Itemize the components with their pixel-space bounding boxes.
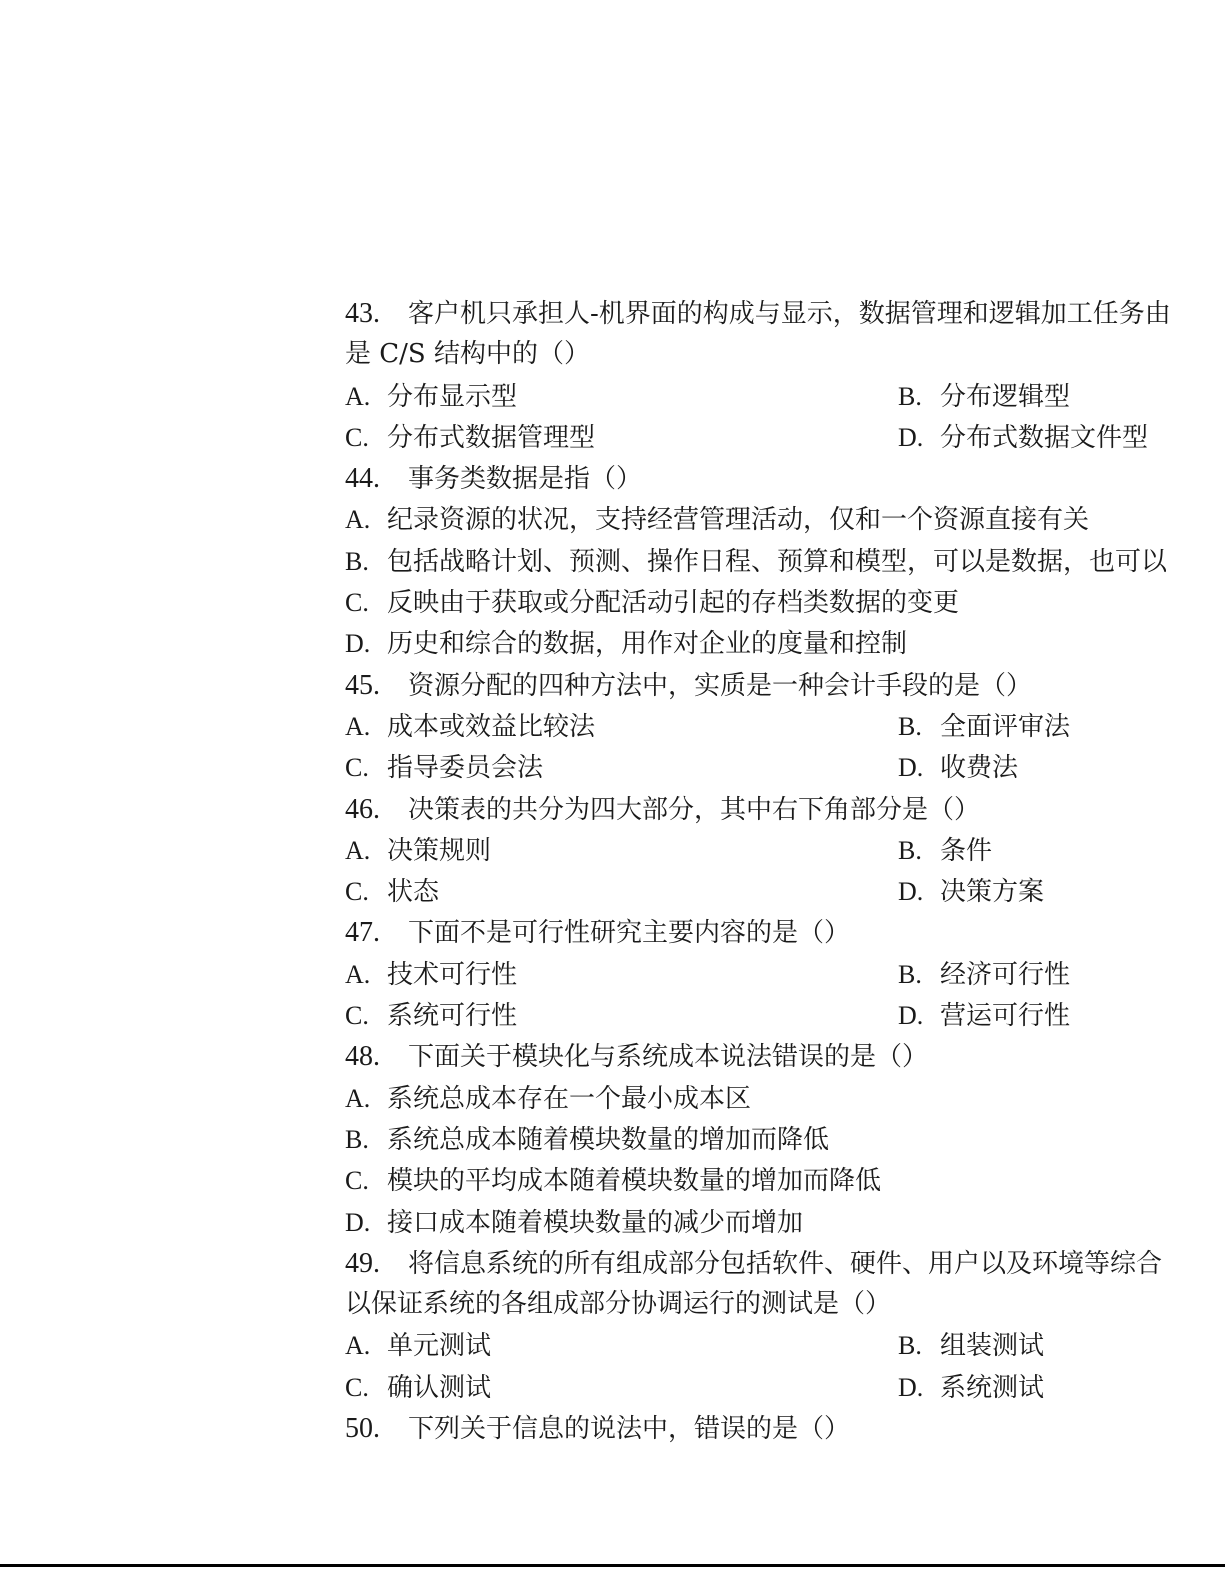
option-letter: A. — [345, 835, 371, 865]
option-row — [345, 830, 1225, 871]
option-row — [345, 376, 1225, 417]
option — [345, 877, 439, 907]
question-block — [345, 293, 1225, 458]
option-text: 包括战略计划、预测、操作日程、预算和模型，可以是数据，也可以 — [387, 546, 1168, 577]
option-letter: B. — [345, 1124, 369, 1154]
option — [345, 836, 491, 866]
option — [898, 954, 1070, 996]
option-letter: C. — [345, 422, 369, 452]
option-text: 分布逻辑型 — [940, 381, 1071, 412]
question-stem — [345, 1408, 1225, 1449]
option-text: 接口成本随着模块数量的减少而增加 — [387, 1207, 804, 1238]
question-text: 将信息系统的所有组成部分包括软件、硬件、用户以及环境等综合 — [408, 1248, 1163, 1279]
option-text: 组装测试 — [940, 1331, 1045, 1362]
option-letter: C. — [345, 588, 369, 618]
option-letter: C. — [345, 877, 369, 907]
question-block — [345, 665, 1225, 789]
option-text: 技术可行性 — [387, 959, 518, 990]
option-letter: A. — [345, 505, 371, 535]
option — [898, 995, 1070, 1037]
question-number: 48. — [345, 1041, 380, 1073]
option-text: 系统总成本存在一个最小成本区 — [387, 1083, 752, 1114]
question-stem — [345, 912, 1225, 953]
question-stem — [345, 665, 1225, 706]
option-row — [345, 1325, 1225, 1366]
option-text: 决策方案 — [940, 877, 1045, 908]
option-row — [345, 541, 1225, 582]
option-text: 分布式数据管理型 — [387, 422, 596, 453]
question-stem — [345, 789, 1225, 830]
question-number: 44. — [345, 463, 380, 495]
question-stem-continued — [345, 334, 1225, 375]
option-text: 成本或效益比较法 — [387, 711, 596, 742]
option-letter: D. — [898, 877, 924, 907]
option-row — [345, 706, 1225, 747]
option-row — [345, 1367, 1225, 1408]
option-text: 营运可行性 — [940, 1001, 1071, 1032]
question-text: 是 C/S 结构中的（） — [345, 339, 590, 370]
question-stem — [345, 1243, 1225, 1284]
option-text: 确认测试 — [387, 1372, 492, 1403]
option — [345, 753, 543, 783]
option — [345, 1373, 491, 1403]
option — [345, 712, 595, 742]
option-letter: A. — [345, 1083, 371, 1113]
option-text: 指导委员会法 — [387, 753, 544, 784]
option-letter: D. — [898, 422, 924, 452]
option — [898, 376, 1070, 418]
option-letter: C. — [345, 1001, 369, 1031]
question-text: 下面不是可行性研究主要内容的是（） — [408, 918, 851, 949]
option-text: 系统测试 — [940, 1372, 1045, 1403]
option-letter: D. — [345, 1207, 371, 1237]
option — [898, 1367, 1044, 1409]
question-block — [345, 912, 1225, 1036]
option-text: 分布显示型 — [387, 381, 518, 412]
option — [898, 871, 1044, 913]
option-row — [345, 499, 1225, 540]
option-text: 分布式数据文件型 — [940, 422, 1149, 453]
question-number: 45. — [345, 669, 380, 701]
question-text: 资源分配的四种方法中，实质是一种会计手段的是（） — [408, 670, 1033, 701]
question-stem-continued — [345, 1284, 1225, 1325]
option-letter: D. — [898, 753, 924, 783]
option-text: 历史和综合的数据，用作对企业的度量和控制 — [387, 629, 908, 660]
question-text: 下列关于信息的说法中，错误的是（） — [408, 1414, 851, 1445]
option — [898, 417, 1148, 459]
question-number: 50. — [345, 1413, 380, 1445]
option-row — [345, 582, 1225, 623]
option-letter: A. — [345, 381, 371, 411]
option-text: 反映由于获取或分配活动引起的存档类数据的变更 — [387, 588, 960, 619]
question-number: 47. — [345, 917, 380, 949]
option-letter: C. — [345, 753, 369, 783]
option-letter: B. — [345, 546, 369, 576]
option-text: 系统总成本随着模块数量的增加而降低 — [387, 1124, 830, 1155]
question-text: 事务类数据是指（） — [408, 464, 643, 495]
option-row — [345, 1119, 1225, 1160]
question-block — [345, 1243, 1225, 1408]
option-letter: B. — [898, 711, 922, 741]
option-row — [345, 1160, 1225, 1201]
option-text: 单元测试 — [387, 1331, 492, 1362]
option-letter: D. — [898, 1001, 924, 1031]
option-row — [345, 871, 1225, 912]
option-letter: A. — [345, 1331, 371, 1361]
option — [345, 960, 517, 990]
option — [345, 1331, 491, 1361]
question-block — [345, 789, 1225, 913]
option-text: 纪录资源的状况，支持经营管理活动，仅和一个资源直接有关 — [387, 505, 1090, 536]
option — [345, 423, 595, 453]
question-block — [345, 1408, 1225, 1449]
option-row — [345, 995, 1225, 1036]
option-row — [345, 954, 1225, 995]
option-letter: B. — [898, 1331, 922, 1361]
option-text: 条件 — [940, 835, 993, 866]
option-letter: B. — [898, 381, 922, 411]
option-row — [345, 417, 1225, 458]
option-text: 收费法 — [940, 753, 1019, 784]
question-block — [345, 1036, 1225, 1242]
option-row — [345, 1202, 1225, 1243]
option-text: 经济可行性 — [940, 959, 1071, 990]
option-letter: D. — [345, 629, 371, 659]
option — [345, 1001, 517, 1031]
question-text: 下面关于模块化与系统成本说法错误的是（） — [408, 1042, 929, 1073]
option — [898, 830, 992, 872]
option-row — [345, 1078, 1225, 1119]
option — [345, 382, 517, 412]
option — [898, 1325, 1044, 1367]
option-text: 模块的平均成本随着模块数量的增加而降低 — [387, 1166, 882, 1197]
option-letter: B. — [898, 835, 922, 865]
option-text: 全面评审法 — [940, 711, 1071, 742]
option-row — [345, 747, 1225, 788]
question-stem — [345, 1036, 1225, 1077]
option-letter: C. — [345, 1166, 369, 1196]
option-letter: B. — [898, 959, 922, 989]
option-text: 决策规则 — [387, 835, 492, 866]
option-letter: A. — [345, 711, 371, 741]
option-row — [345, 623, 1225, 664]
option-letter: C. — [345, 1372, 369, 1402]
bottom-divider — [0, 1564, 1225, 1567]
question-stem — [345, 458, 1225, 499]
option — [898, 747, 1018, 789]
document-page — [345, 293, 1225, 1445]
option-text: 系统可行性 — [387, 1001, 518, 1032]
option-letter: D. — [898, 1372, 924, 1402]
question-text: 以保证系统的各组成部分协调运行的测试是（） — [345, 1289, 892, 1320]
question-number: 46. — [345, 793, 380, 825]
option-letter: A. — [345, 959, 371, 989]
question-number: 43. — [345, 298, 380, 329]
question-text: 决策表的共分为四大部分，其中右下角部分是（） — [408, 794, 981, 825]
question-number: 49. — [345, 1247, 380, 1279]
question-stem — [345, 293, 1225, 334]
option — [898, 706, 1070, 748]
question-block — [345, 458, 1225, 664]
question-text: 客户机只承担人-机界面的构成与显示，数据管理和逻辑加工任务由 — [408, 299, 1171, 329]
option-text: 状态 — [387, 877, 440, 908]
